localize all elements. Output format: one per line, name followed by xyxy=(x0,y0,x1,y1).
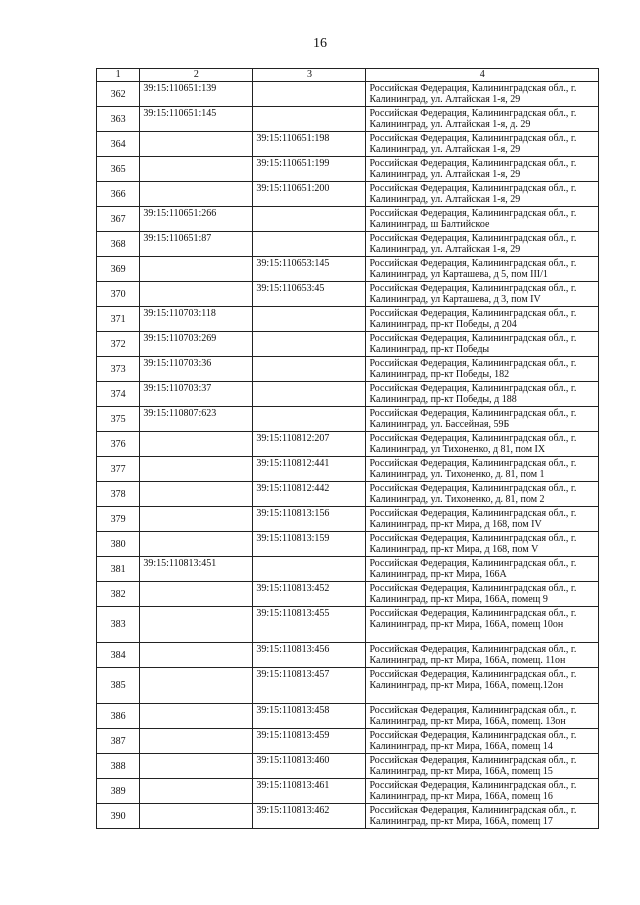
table-row xyxy=(97,82,599,107)
cadastral-number-land xyxy=(140,668,253,704)
address-cell: Российская Федерация, Калининградская обл., г. Калининград, пр-кт Мира, 166А, помещ 9 xyxy=(366,582,599,607)
cadastral-number-land xyxy=(140,643,253,668)
column-header: 3 xyxy=(253,69,366,82)
column-header: 4 xyxy=(366,69,599,82)
row-number: 362 xyxy=(97,82,140,107)
address-cell: Российская Федерация, Калининградская обл., г. Калининград, ул. Алтайская 1-я, д. 29 xyxy=(366,107,599,132)
address-cell: Российская Федерация, Калининградская обл., г. Калининград, пр-кт Победы, д 188 xyxy=(366,382,599,407)
row-number: 370 xyxy=(97,282,140,307)
row-number: 380 xyxy=(97,532,140,557)
address-cell: Российская Федерация, Калининградская обл., г. Калининград, пр-кт Мира, д 168, пом IV xyxy=(366,507,599,532)
registry-table xyxy=(96,68,599,829)
cadastral-number-premises: 39:15:110651:200 xyxy=(253,182,366,207)
cadastral-number-land xyxy=(140,457,253,482)
cadastral-number-premises: 39:15:110653:45 xyxy=(253,282,366,307)
table-row xyxy=(97,282,599,307)
cadastral-number-land: 39:15:110703:269 xyxy=(140,332,253,357)
cadastral-number-land xyxy=(140,157,253,182)
address-cell: Российская Федерация, Калининградская обл., г. Калининград, ул. Бассейная, 59Б xyxy=(366,407,599,432)
table-row xyxy=(97,257,599,282)
cadastral-number-land xyxy=(140,432,253,457)
address-cell: Российская Федерация, Калининградская обл., г. Калининград, ул. Алтайская 1-я, 29 xyxy=(366,132,599,157)
address-cell: Российская Федерация, Калининградская обл., г. Калининград, пр-кт Мира, 166А, помещ 17 xyxy=(366,804,599,829)
row-number: 364 xyxy=(97,132,140,157)
table-row xyxy=(97,754,599,779)
table-row xyxy=(97,532,599,557)
cadastral-number-premises: 39:15:110813:462 xyxy=(253,804,366,829)
row-number: 383 xyxy=(97,607,140,643)
address-cell: Российская Федерация, Калининградская обл., г. Калининград, пр-кт Мира, 166А, помещ. 11он xyxy=(366,643,599,668)
row-number: 365 xyxy=(97,157,140,182)
cadastral-number-land xyxy=(140,754,253,779)
row-number: 384 xyxy=(97,643,140,668)
cadastral-number-land xyxy=(140,532,253,557)
address-cell: Российская Федерация, Калининградская обл., г. Калининград, ул. Алтайская 1-я, 29 xyxy=(366,182,599,207)
table-row xyxy=(97,704,599,729)
cadastral-number-premises xyxy=(253,82,366,107)
cadastral-number-land xyxy=(140,132,253,157)
row-number: 381 xyxy=(97,557,140,582)
cadastral-number-premises: 39:15:110813:455 xyxy=(253,607,366,643)
table-row xyxy=(97,643,599,668)
address-cell: Российская Федерация, Калининградская обл., г. Калининград, ул. Алтайская 1-я, 29 xyxy=(366,232,599,257)
row-number: 367 xyxy=(97,207,140,232)
cadastral-number-land xyxy=(140,257,253,282)
address-cell: Российская Федерация, Калининградская обл., г. Калининград, ул Карташева, д 3, пом IV xyxy=(366,282,599,307)
address-cell: Российская Федерация, Калининградская обл., г. Калининград, пр-кт Мира, 166А, помещ.12он xyxy=(366,668,599,704)
address-cell: Российская Федерация, Калининградская обл., г. Калининград, ул. Алтайская 1-я, 29 xyxy=(366,82,599,107)
cadastral-number-land: 39:15:110703:37 xyxy=(140,382,253,407)
table-row xyxy=(97,407,599,432)
cadastral-number-premises xyxy=(253,207,366,232)
table-row xyxy=(97,207,599,232)
cadastral-number-premises xyxy=(253,332,366,357)
row-number: 378 xyxy=(97,482,140,507)
cadastral-number-land xyxy=(140,282,253,307)
table-row xyxy=(97,157,599,182)
row-number: 377 xyxy=(97,457,140,482)
cadastral-number-land: 39:15:110813:451 xyxy=(140,557,253,582)
table-row xyxy=(97,307,599,332)
row-number: 385 xyxy=(97,668,140,704)
cadastral-number-land xyxy=(140,507,253,532)
row-number: 363 xyxy=(97,107,140,132)
cadastral-number-premises xyxy=(253,407,366,432)
column-header: 2 xyxy=(140,69,253,82)
cadastral-number-premises: 39:15:110812:207 xyxy=(253,432,366,457)
table-row xyxy=(97,668,599,704)
cadastral-number-premises xyxy=(253,107,366,132)
cadastral-number-premises: 39:15:110813:456 xyxy=(253,643,366,668)
cadastral-number-land: 39:15:110651:145 xyxy=(140,107,253,132)
table-row xyxy=(97,507,599,532)
table-row xyxy=(97,232,599,257)
address-cell: Российская Федерация, Калининградская обл., г. Калининград, пр-кт Мира, д 168, пом V xyxy=(366,532,599,557)
table-row xyxy=(97,107,599,132)
address-cell: Российская Федерация, Калининградская обл., г. Калининград, пр-кт Мира, 166А, помещ 16 xyxy=(366,779,599,804)
row-number: 374 xyxy=(97,382,140,407)
cadastral-number-premises: 39:15:110812:441 xyxy=(253,457,366,482)
cadastral-number-land xyxy=(140,582,253,607)
cadastral-number-premises: 39:15:110813:452 xyxy=(253,582,366,607)
cadastral-number-land xyxy=(140,804,253,829)
cadastral-number-premises: 39:15:110813:458 xyxy=(253,704,366,729)
cadastral-number-land: 39:15:110651:87 xyxy=(140,232,253,257)
row-number: 390 xyxy=(97,804,140,829)
cadastral-number-premises xyxy=(253,357,366,382)
row-number: 368 xyxy=(97,232,140,257)
address-cell: Российская Федерация, Калининградская обл., г. Калининград, пр-кт Мира, 166А, помещ 15 xyxy=(366,754,599,779)
address-cell: Российская Федерация, Калининградская обл., г. Калининград, пр-кт Победы xyxy=(366,332,599,357)
cadastral-number-land: 39:15:110703:36 xyxy=(140,357,253,382)
table-row xyxy=(97,482,599,507)
address-cell: Российская Федерация, Калининградская обл., г. Калининград, ул. Тихоненко, д. 81, пом 2 xyxy=(366,482,599,507)
cadastral-number-premises: 39:15:110813:457 xyxy=(253,668,366,704)
cadastral-number-land xyxy=(140,482,253,507)
table-row xyxy=(97,729,599,754)
cadastral-number-land xyxy=(140,182,253,207)
address-cell: Российская Федерация, Калининградская обл., г. Калининград, ул. Алтайская 1-я, 29 xyxy=(366,157,599,182)
cadastral-number-premises: 39:15:110812:442 xyxy=(253,482,366,507)
cadastral-number-premises: 39:15:110813:159 xyxy=(253,532,366,557)
cadastral-number-land: 39:15:110651:139 xyxy=(140,82,253,107)
row-number: 376 xyxy=(97,432,140,457)
row-number: 373 xyxy=(97,357,140,382)
address-cell: Российская Федерация, Калининградская обл., г. Калининград, пр-кт Мира, 166А xyxy=(366,557,599,582)
cadastral-number-land xyxy=(140,704,253,729)
address-cell: Российская Федерация, Калининградская обл., г. Калининград, пр-кт Победы, д 204 xyxy=(366,307,599,332)
address-cell: Российская Федерация, Калининградская обл., г. Калининград, пр-кт Мира, 166А, помещ. 13он xyxy=(366,704,599,729)
table-row xyxy=(97,582,599,607)
address-cell: Российская Федерация, Калининградская обл., г. Калининград, ул Тихоненко, д 81, пом IX xyxy=(366,432,599,457)
table-row xyxy=(97,132,599,157)
row-number: 379 xyxy=(97,507,140,532)
table-header-row xyxy=(97,69,599,82)
cadastral-number-land xyxy=(140,607,253,643)
table-row xyxy=(97,607,599,643)
address-cell: Российская Федерация, Калининградская обл., г. Калининград, пр-кт Мира, 166А, помещ 10он xyxy=(366,607,599,643)
table-body xyxy=(97,82,599,829)
row-number: 372 xyxy=(97,332,140,357)
row-number: 388 xyxy=(97,754,140,779)
cadastral-number-premises: 39:15:110813:460 xyxy=(253,754,366,779)
cadastral-number-land xyxy=(140,729,253,754)
table-row xyxy=(97,457,599,482)
row-number: 369 xyxy=(97,257,140,282)
row-number: 366 xyxy=(97,182,140,207)
row-number: 371 xyxy=(97,307,140,332)
cadastral-number-land: 39:15:110703:118 xyxy=(140,307,253,332)
row-number: 375 xyxy=(97,407,140,432)
cadastral-number-land xyxy=(140,779,253,804)
cadastral-number-premises: 39:15:110651:198 xyxy=(253,132,366,157)
table-row xyxy=(97,182,599,207)
cadastral-number-premises: 39:15:110813:459 xyxy=(253,729,366,754)
cadastral-number-premises: 39:15:110653:145 xyxy=(253,257,366,282)
table-row xyxy=(97,779,599,804)
address-cell: Российская Федерация, Калининградская обл., г. Калининград, ул. Тихоненко, д. 81, пом 1 xyxy=(366,457,599,482)
cadastral-number-land: 39:15:110807:623 xyxy=(140,407,253,432)
row-number: 386 xyxy=(97,704,140,729)
table-row xyxy=(97,432,599,457)
cadastral-number-premises xyxy=(253,307,366,332)
address-cell: Российская Федерация, Калининградская обл., г. Калининград, ул Карташева, д 5, пом III/1 xyxy=(366,257,599,282)
address-cell: Российская Федерация, Калининградская обл., г. Калининград, ш Балтийское xyxy=(366,207,599,232)
cadastral-number-premises: 39:15:110651:199 xyxy=(253,157,366,182)
page-number: 16 xyxy=(313,36,327,51)
table-row xyxy=(97,357,599,382)
table-row xyxy=(97,382,599,407)
row-number: 382 xyxy=(97,582,140,607)
cadastral-number-premises: 39:15:110813:461 xyxy=(253,779,366,804)
cadastral-number-premises xyxy=(253,232,366,257)
cadastral-number-land: 39:15:110651:266 xyxy=(140,207,253,232)
table-row xyxy=(97,804,599,829)
address-cell: Российская Федерация, Калининградская обл., г. Калининград, пр-кт Мира, 166А, помещ 14 xyxy=(366,729,599,754)
cadastral-number-premises xyxy=(253,382,366,407)
row-number: 389 xyxy=(97,779,140,804)
cadastral-number-premises xyxy=(253,557,366,582)
row-number: 387 xyxy=(97,729,140,754)
cadastral-number-premises: 39:15:110813:156 xyxy=(253,507,366,532)
column-header: 1 xyxy=(97,69,140,82)
table-row xyxy=(97,332,599,357)
address-cell: Российская Федерация, Калининградская обл., г. Калининград, пр-кт Победы, 182 xyxy=(366,357,599,382)
table-row xyxy=(97,557,599,582)
